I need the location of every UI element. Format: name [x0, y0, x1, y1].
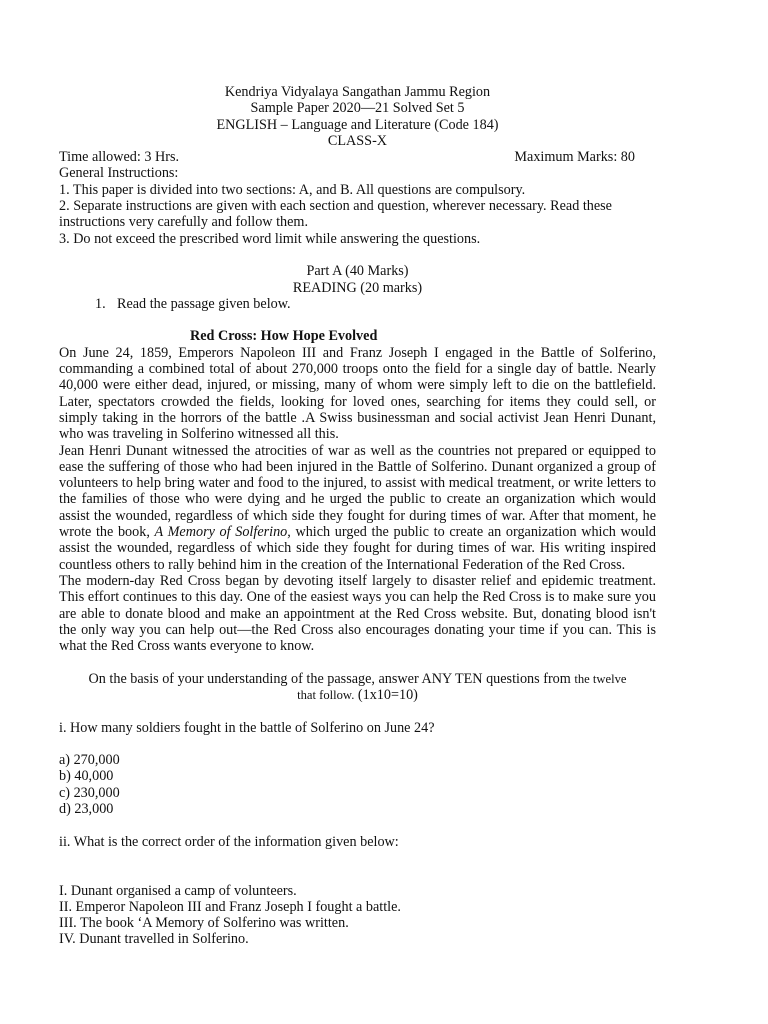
question-1-text: Read the passage given below. — [117, 295, 291, 312]
time-allowed: Time allowed: 3 Hrs. — [59, 149, 180, 166]
order-item: IV. Dunant travelled in Solferino. — [59, 931, 249, 948]
directions-small-1: the twelve — [574, 671, 627, 686]
option: c) 230,000 — [59, 784, 120, 801]
question-1 — [59, 296, 656, 312]
subject-title: ENGLISH – Language and Literature (Code 184) — [216, 116, 499, 133]
passage-title: Red Cross: How Hope Evolved — [190, 328, 378, 345]
class-label: CLASS-X — [327, 132, 388, 149]
order-item: I. Dunant organised a camp of volunteers. — [59, 882, 297, 899]
instruction-item: 3. Do not exceed the prescribed word limit while answering the questions. — [59, 230, 481, 247]
exam-page — [59, 84, 656, 948]
order-item: III. The book ‘A Memory of Solferino was written. — [59, 915, 349, 932]
school-name: Kendriya Vidyalaya Sangathan Jammu Region — [224, 84, 491, 100]
option: b) 40,000 — [59, 768, 114, 785]
reading-title: READING (20 marks) — [292, 279, 423, 296]
instructions-title: General Instructions: — [59, 165, 179, 182]
option: a) 270,000 — [59, 752, 120, 769]
question-ii: ii. What is the correct order of the information given below: — [59, 833, 399, 850]
passage-paragraph-1: On June 24, 1859, Emperors Napoleon III and Franz Joseph I engaged in the Battle of Solferino, commanding a combined total of about 270,000 troops onto the field for a single day of battle. Nearly 40,000 were either dead, injured, or missing, many of whom were simply left to die on the battlefield. Later, spectators crowded the fields, looking for loved ones, searching for items they could sell, or simply taking in the horrors of the battle .A Swiss businessman and social activist Jean Henri Dunant, who was traveling in Solferino witnessed all this. — [59, 344, 656, 443]
part-a-title: Part A (40 Marks) — [306, 263, 409, 280]
passage-paragraph-2 — [59, 443, 656, 573]
directions-small-2: that follow. — [297, 687, 355, 702]
passage-paragraph-3: The modern-day Red Cross began by devoting itself largely to disaster relief and epidemic treatment. This effort continues to this day. One of the easiest ways you can help the Red Cross is to make sure you are able to donate blood and make an appointment at the Red Cross website. But, donating blood isn't the only way you can help out—the Red Cross also encourages donating your time if you can. This is what the Red Cross wants everyone to know. — [59, 572, 656, 655]
directions-marks: (1x10=10) — [354, 686, 418, 703]
instruction-item: 2. Separate instructions are given with each section and question, wherever necessary. Read these instructions very carefully and follow them. — [59, 198, 612, 231]
order-item: II. Emperor Napoleon III and Franz Joseph I fought a battle. — [59, 898, 401, 915]
max-marks: Maximum Marks: 80 — [514, 149, 635, 166]
time-marks-row — [59, 149, 656, 165]
directions-main: On the basis of your understanding of the passage, answer ANY TEN questions from — [88, 670, 575, 687]
question-1-number: 1. — [95, 295, 106, 312]
question-i: i. How many soldiers fought in the battle of Solferino on June 24? — [59, 719, 435, 736]
para2-before: Jean Henri Dunant witnessed the atrocities of war as well as the countries not prepared or equipped to ease the suffering of those who had been injured in the Battle of Solferino. Dunant organized a group of volunteers to help bring water and food to the injured, to assist with medical treatment, or write letters to the families of those who were dying and he urged the public to create an organization which would assist the wounded, regardless of which side they fought for during times of war. After that moment, he wrote the book, — [59, 442, 656, 541]
instruction-item: 1. This paper is divided into two sections: A, and B. All questions are compulsory. — [59, 181, 526, 198]
book-title: A Memory of Solferino — [154, 524, 288, 541]
paper-set: Sample Paper 2020—21 Solved Set 5 — [250, 100, 465, 117]
option: d) 23,000 — [59, 801, 114, 818]
para2-after: , which urged the public to create an organization which would assist the wounded, regardless of which side they fought for during times of war. His writing inspired countless others to rally behind him in the creation of the International Federation of the Red Cross. — [59, 524, 656, 573]
directions — [59, 671, 656, 704]
